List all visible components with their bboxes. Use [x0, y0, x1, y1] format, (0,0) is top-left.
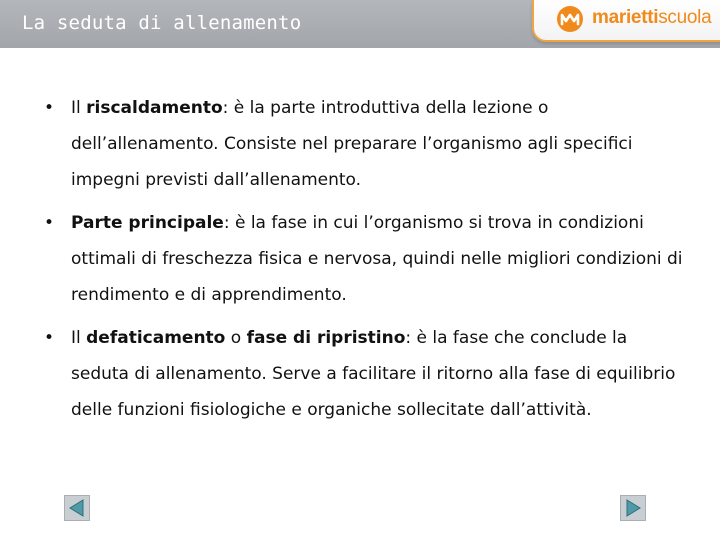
bullet-dot: •	[44, 213, 55, 233]
slide-title: La seduta di allenamento	[22, 12, 302, 34]
list-item-text: : è la fase in cui l’organismo si trova in condizioni ottimali di freschezza fisica e nervosa, quindi nelle migliori condizioni di rendimento e di apprendimento.	[71, 213, 683, 305]
list-item-prefix: Il	[71, 328, 87, 348]
list-item-text: : è la parte introduttiva della lezione o dell’allenamento. Consiste nel preparare l’organismo agli specifici impegni previsti dall’allenamento.	[71, 98, 633, 190]
bullet-dot: •	[44, 98, 55, 118]
next-slide-button[interactable]	[620, 495, 646, 521]
logo-text	[592, 7, 711, 29]
bullet-dot: •	[44, 328, 55, 348]
header-bar	[0, 0, 720, 48]
list-item-term: Parte principale	[71, 213, 224, 233]
list-item-term-secondary: fase di ripristino	[246, 328, 406, 348]
marietti-logo-icon	[556, 5, 584, 33]
logo-text-light: scuola	[658, 7, 712, 28]
list-item-term: riscaldamento	[86, 98, 223, 118]
logo-text-bold: marietti	[592, 7, 659, 28]
list-item-prefix: Il	[71, 98, 87, 118]
triangle-left-icon	[65, 496, 89, 520]
publisher-logo	[532, 0, 720, 42]
list-item-term: defaticamento	[86, 328, 226, 348]
list-item	[44, 90, 684, 198]
previous-slide-button[interactable]	[64, 495, 90, 521]
bullet-list	[44, 90, 684, 435]
list-item-connector: o	[225, 328, 247, 348]
list-item-text: : è la fase che conclude la seduta di allenamento. Serve a facilitare il ritorno alla fase di equilibrio delle funzioni fisiologiche e organiche sollecitate dall’attività.	[71, 328, 676, 420]
list-item	[44, 320, 684, 428]
triangle-right-icon	[621, 496, 645, 520]
list-item	[44, 205, 684, 313]
